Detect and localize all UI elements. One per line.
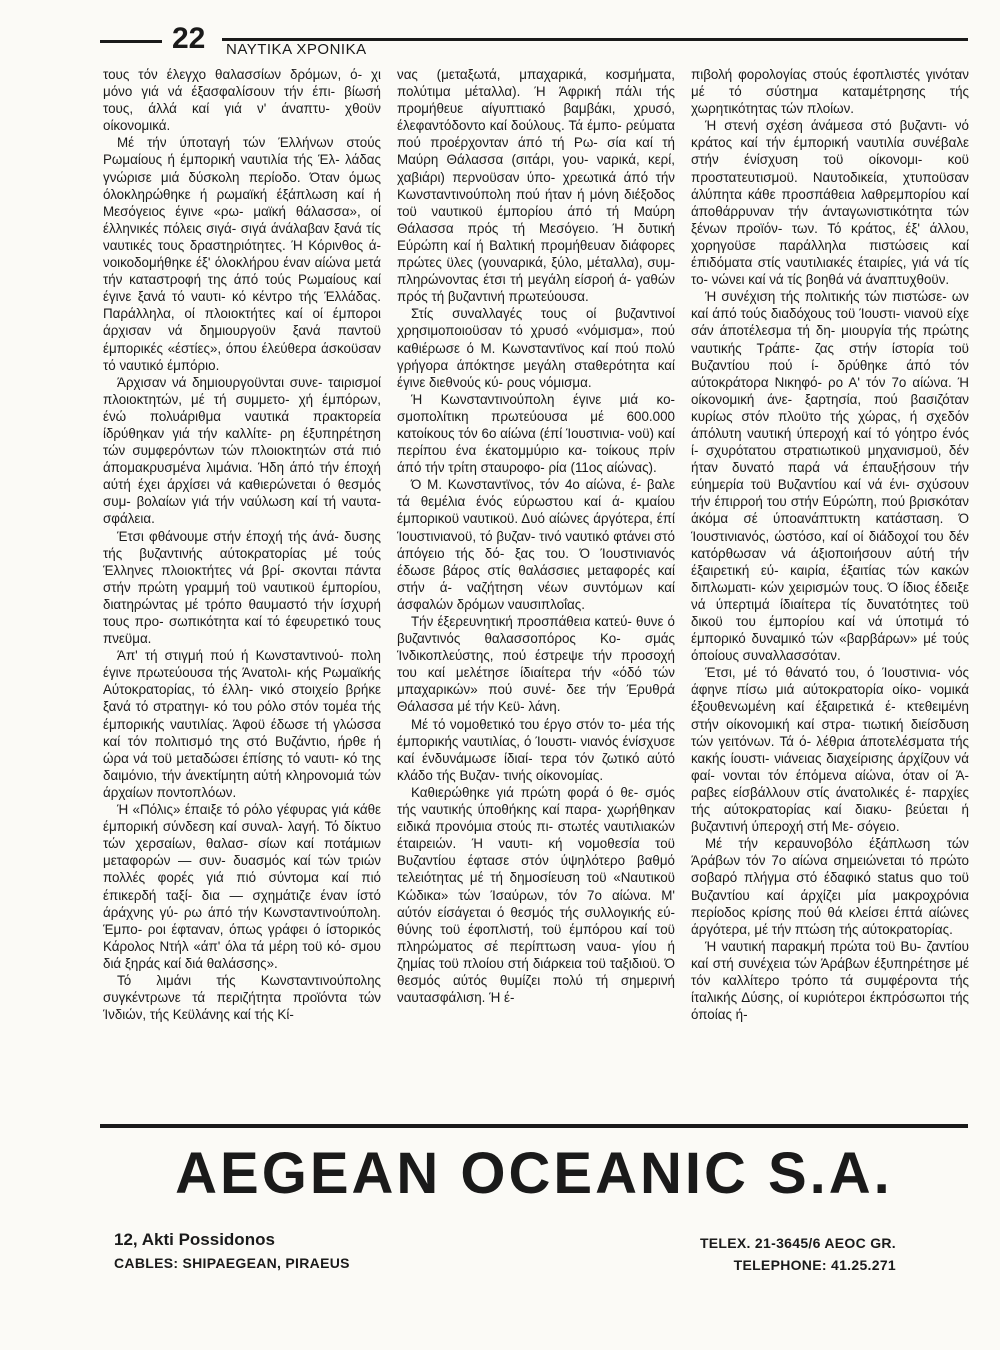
paragraph: Μέ τήν κεραυνοβόλο έξάπλωση τών Άράβων τόν 7ο αίώνα σημειώνεται τό πρώτο σοβαρό πλήγμα στό έδαφικό status quo τοϋ Βυζαντίου καί άρχίζει μία μακροχρόνια περίοδος κρίσης πού θά κλείσει έπτά αίώνες άργότερα, μέ τήν πτώση τής αύτοκρατορίας.: [691, 836, 969, 937]
advertisement: [100, 1130, 968, 1273]
ad-cables: CABLES: SHIPAEGEAN, PIRAEUS: [114, 1255, 350, 1271]
page-number: 22: [172, 22, 206, 55]
paragraph: Ή ναυτική παρακμή πρώτα τοϋ Βυ- ζαντίου καί στή συνέχεια τών Άράβων έξυπηρέτησε μέ τόν καλλίτερο τρόπο τά συμφέροντα τής ίταλικής Δύσης, οί κυριότεροι έκπρόσωποι τής όποίας ή-: [691, 938, 969, 1023]
header-rule-left: [100, 40, 162, 43]
ad-address: 12, Akti Possidonos: [114, 1230, 275, 1249]
page-header: [100, 22, 968, 62]
paragraph: Ή συνέχιση τής πολιτικής τών πιστώσε- ων καί άπό τούς διαδόχους τοϋ Ίουστι- νιανοϋ είχε σάν άποτέλεσμα τή δη- μιουργία τής πρώτης ναυτικής Τράπε- ζας στήν ίστορία τοϋ Βυζαντίου πού ί- δρύθηκε άπό τόν αύτοκράτορα Νικηφό- ρο Α' τόν 7ο αίώνα. Ή οίκονομική άνε- ξαρτησία, πού βασιζόταν κυρίως στόν πλοϋτο τής χώρας, ή σχεδόν άπόλυτη ναυτική ύπεροχή καί τό γόητρο ένός ί- σχυρότατου στρατιωτικοϋ μηχανισμοϋ, δέν ήταν δυνατό παρά νά έπαυξήσουν τήν εύημερία τοϋ Βυζαντίου καί νά ένι- σχύσουν τήν έπιρροή του στήν Εύρώπη, πού βρισκόταν άκόμα σέ ύποανάπτυκτη κατάσταση. Ό Ίουστινιανός, ώστόσο, καί οί διάδοχοί του δέν κατόρθωσαν νά άξιοποιήσουν αύτή τήν έξαιρετική εύ- καιρία, έξαιτίας τών κακών διπλωματι- κών χειρισμών τους. Ό ίδιος έδειξε νά ύπερτιμά ίδιαίτερα τίς δυνατότητες τοϋ δικοϋ του έμπορίου καί νά ύποτιμά τό έμπορικό δυναμικό τών «βαρβάρων» μέ τούς όποίους συναλλασσόταν.: [691, 289, 969, 664]
paragraph: Άπ' τή στιγμή πού ή Κωνσταντινού- πολη έγινε πρωτεύουσα τής Άνατολι- κής Ρωμαϊκής Αύτοκρατορίας, τό έλλη- νικό στοιχείο βρήκε ξανά τό στρατηγι- κό του ρόλο στόν τομέα τής έμπορικής ναυτιλίας. Άφοϋ έδωσε τή γλώσσα καί τόν πολιτισμό της στό Βυζάντιο, ήρθε ή ώρα νά τοϋ μεταδώσει έπίσης τό ναυτι- κό της δαιμόνιο, τήν άνεκτίμητη αύτή κληρονομιά τών άρχαίων ποντοπλόων.: [103, 648, 381, 800]
paragraph: Στίς συναλλαγές τους οί βυζαντινοί χρησιμοποιοϋσαν τό χρυσό «νόμισμα», πού καθιέρωσε ό Μ. Κωνσταντϊνος καί πού πολύ γρήγορα άπόκτησε μεγάλη σταθερότητα καί έγινε διεθνούς κύ- ρους νόμισμα.: [397, 306, 675, 390]
article-column-2: [397, 66, 675, 1118]
paragraph: Ό Μ. Κωνσταντϊνος, τόν 4ο αίώνα, έ- βαλε τά θεμέλια ένός εύρωστου καί ά- κμαίου έμπορικοϋ ναυτικοϋ. Δυό αίώνες άργότερα, έπί Ίουστινιανοϋ, τό βυζαν- τινό ναυτικό φτάνει στό άπόγειο τής δό- ξας του. Ό Ίουστινιανός έδωσε βάρος στίς θαλάσσιες μεταφορές καί στήν ά- ναζήτηση νέων συντόμων καί άσφαλών δρόμων ναυσιπλοΐας.: [397, 477, 675, 612]
paragraph: Τήν έξερευνητική προσπάθεια κατεύ- θυνε ό βυζαντινός θαλασσοπόρος Κο- σμάς Ίνδικοπλεύστης, πού έστρεψε τήν προσοχή του καί μελέτησε ίδιαίτερα τήν «όδό τών μπαχαρικών» πού συνέ- δεε τήν Έρυθρά Θάλασσα μέ τήν Κεϋ- λάνη.: [397, 614, 675, 715]
advertisement-divider: [100, 1124, 968, 1128]
article-column-3: [691, 66, 969, 1118]
paragraph: νας (μεταξωτά, μπαχαρικά, κοσμήματα, πολύτιμα μέταλλα). Ή Άφρική πάλι τής προμήθευε αίγυπτιακό βαμβάκι, χρυσό, έλεφαντόδοντο καί δούλους. Τά έμπο- ρεύματα πού προέρχονταν άπό τή Ρω- σία καί τή Μαύρη Θάλασσα (σιτάρι, γου- ναρικά, κερί, χαβιάρι) περνοϋσαν ύπο- χρεωτικά άπό τήν Κωνσταντινούπολη πού ήταν ή μόνη διέξοδος τοϋ ναυτικοϋ έμπορίου άπό τή Μαύρη Θάλασσα πρός τή Μεσόγειο. Ή δυτική Εύρώπη καί ή Βαλτική προμήθευαν διάφορες πρώτες ϋλες (γουναρικά, ξύλο, μέταλλα), συμ- πληρώνοντας έτσι τή μεγάλη είσροή ά- γαθών πρός τή βυζαντινή πρωτεύουσα.: [397, 67, 675, 305]
article-column-1: [103, 66, 381, 1118]
paragraph: Ή «Πόλις» έπαιξε τό ρόλο γέφυρας γιά κάθε έμπορική σύνδεση καί συναλ- λαγή. Τό δίκτυο τών χερσαίων, θαλασ- σίων καί ποτάμιων μεταφορών — συν- δυασμός καί τών τριών πολλές φορές γιά πιό σύντομα καί πιό έπικερδή ταξί- δια — σχημάτιζε έναν ίστό άράχνης γύ- ρω άπό τήν Κωνσταντινούπολη. Έμπο- ροι έφταναν, όπως γράφει ό ίστορικός Κάρολος Ντήλ «άπ' όλα τά μέρη τοϋ κό- σμου διά ξηράς καί διά θαλάσσης».: [103, 802, 381, 971]
ad-telephone: TELEPHONE: 41.25.271: [733, 1257, 896, 1273]
paragraph: Έτσι φθάνουμε στήν έποχή τής άνά- δυσης τής βυζαντινής αύτοκρατορίας μέ τούς Έλληνες πλοιοκτήτες νά βρί- σκονται πάντα στήν πρώτη γραμμή τοϋ ναυτικοϋ έμπορίου, διατηρώντας μέ τρόπο θαυμαστό τήν ίσχυρή τους προ- σωπικότητα καί τό έφευρετικό τους πνεϋμα.: [103, 528, 381, 647]
ad-company-name: AEGEAN OCEANIC S.A.: [175, 1141, 893, 1206]
paragraph: Ή στενή σχέση άνάμεσα στό βυζαντι- νό κράτος καί τήν έμπορική ναυτιλία συνέβαλε στήν ένίσχυση τοϋ οίκονομι- κοϋ προστατευτισμοϋ. Ναυτοδικεία, χτυποϋσαν άλύπητα κάθε προσπάθεια λαθρεμπορίου καί άποθάρρυναν τήν άνταγωνιστικότητα τών ξένων προϊόν- των. Τό κράτος, έξ' άλλου, χορηγοϋσε παράλληλα πιστώσεις καί έπιδόματα στίς ναυτιλιακές έταιρίες, γιά νά τίς το- νώνει καί νά τίς βοηθά νά άναπτυχθοϋν.: [691, 118, 969, 288]
paragraph: Ή Κωνσταντινούπολη έγινε μιά κο- σμοπολίτικη πρωτεύουσα μέ 600.000 κατοίκους τόν 6ο αίώνα (έπί Ίουστινια- νοϋ) καί περίπου ένα έκατομμύριο κα- τοίκους πρίν άπό τήν τρίτη σταυροφο- ρία (11ος αίώνας).: [397, 391, 675, 476]
article-body: [103, 66, 969, 1118]
publication-name: ΝΑΥΤΙΚΑ ΧΡΟΝΙΚΑ: [226, 41, 367, 58]
paragraph: Μέ τό νομοθετικό του έργο στόν το- μέα τής έμπορικής ναυτιλίας, ό Ίουστι- νιανός ένίσχυσε καί ένδυνάμωσε ίδιαί- τερα τόν ζωτικό αύτό κλάδο τής Βυζαν- τινής οίκονομίας.: [397, 716, 675, 783]
paragraph: Μέ τήν ύποταγή τών Έλλήνων στούς Ρωμαίους ή έμπορική ναυτιλία τής Έλ- λάδας γνώρισε μιά δύσκολη περίοδο. Όταν όμως όλοκληρώθηκε ή ρωμαϊκή έξάπλωση καί ή Μεσόγειος έγινε «ρω- μαϊκή θάλασσα», οί έλληνικές πόλεις σιγά- σιγά άνάλαβαν ξανά τίς ναυτικές τους δραστηριότητες. Ή Κόρινθος ά- νοικοδομήθηκε έξ' όλοκλήρου έναν αίώνα μετά τήν καταστροφή της άπό τούς Ρωμαίους καί έγινε ξανά τό ναυτι- κό κέντρο τής Έλλάδας. Παράλληλα, οί πλοιοκτήτες καί οί έμποροι άρχισαν νά δημιουργοϋν ξανά παντοϋ έμπορικές «έστίες», όπου έλεύθερα άσκοϋσαν τό ναυτικό έμπόριο.: [103, 135, 381, 373]
paragraph: Τό λιμάνι τής Κωνσταντινούπολης συγκέντρωνε τά περιζήτητα προϊόντα τών Ίνδιών, τής Κεϋλάνης καί τής Κί-: [103, 972, 381, 1023]
paragraph: Καθιερώθηκε γιά πρώτη φορά ό θε- σμός τής ναυτικής ύποθήκης καί παρα- χωρήθηκαν ειδικά προνόμια στούς πι- στωτές ναυτιλιακών έταιρειών. Ή ναυτι- κή νομοθεσία τοϋ Βυζαντίου έφτασε στόν ύψηλότερο βαθμό τελειότητας μέ τή δημοσίευση τοϋ «Ναυτικοϋ Κώδικα» τών Ίσαύρων, τόν 7ο αίώνα. Μ' αύτόν είσάγεται ό θεσμός τής συλλογικής εύ- θύνης τοϋ έφοπλιστή, τοϋ έμπόρου καί τοϋ πληρώματος σέ περίπτωση ναυα- γίου ή ζημίας τοϋ πλοίου στή διάρκεια τοϋ ταξιδιοϋ. Ό θεσμός αύτός θυμίζει πολύ τή σημερινή ναυτασφάλιση. Ή έ-: [397, 784, 675, 1006]
paragraph: Έτσι, μέ τό θάνατό του, ό Ίουστινια- νός άφηνε πίσω μιά αύτοκρατορία οίκο- νομικά έξουθενωμένη καί έξαιρετικά έ- κτεθειμένη στήν οίκονομική καί στρα- τιωτική διείσδυση τών γειτόνων. Τά ό- λέθρια άποτελέσματα τής κακής ίουστι- νιάνειας διαχείρισης άρχίζουν νά φαί- νονται τόν έπόμενα αίώνα, όταν οί Ά- ραβες είσβάλλουν στίς άνατολικές έ- παρχίες τής αύτοκρατορίας καί διακυ- βεύεται ή βυζαντινή ύπεροχή στή Με- σόγειο.: [691, 665, 969, 835]
ad-telex: TELEX. 21-3645/6 AEOC GR.: [699, 1235, 896, 1251]
paragraph: τους τόν έλεγχο θαλασσίων δρόμων, ό- χι μόνο γιά νά έξασφαλίσουν τήν έπι- βίωσή τους, άλλά καί γιά ν' άναπτυ- χθοϋν οίκονομικά.: [103, 67, 381, 134]
paragraph: πιβολή φορολογίας στούς έφοπλιστές γινόταν μέ τό σύστημα καταμέτρησης τής χωρητικότητας τών πλοίων.: [691, 67, 969, 117]
paragraph: Άρχισαν νά δημιουργοϋνται συνε- ταιρισμοί πλοιοκτητών, μέ τή συμμετο- χή έμπόρων, ένώ πολυάριθμα ναυτικά πρακτορεία ίδρύθηκαν γιά τήν καλλίτε- ρη έξυπηρέτηση τών συμφερόντων τών πλοιοκτητών στά πιό άπομακρυσμένα λιμάνια. Ήδη άπό τήν έποχή αύτή έχει άρχίσει νά καθιερώνεται ό θεσμός συμ- βολαίων γιά τήν ναύλωση καί τή ναυτα- σφάλεια.: [103, 374, 381, 527]
